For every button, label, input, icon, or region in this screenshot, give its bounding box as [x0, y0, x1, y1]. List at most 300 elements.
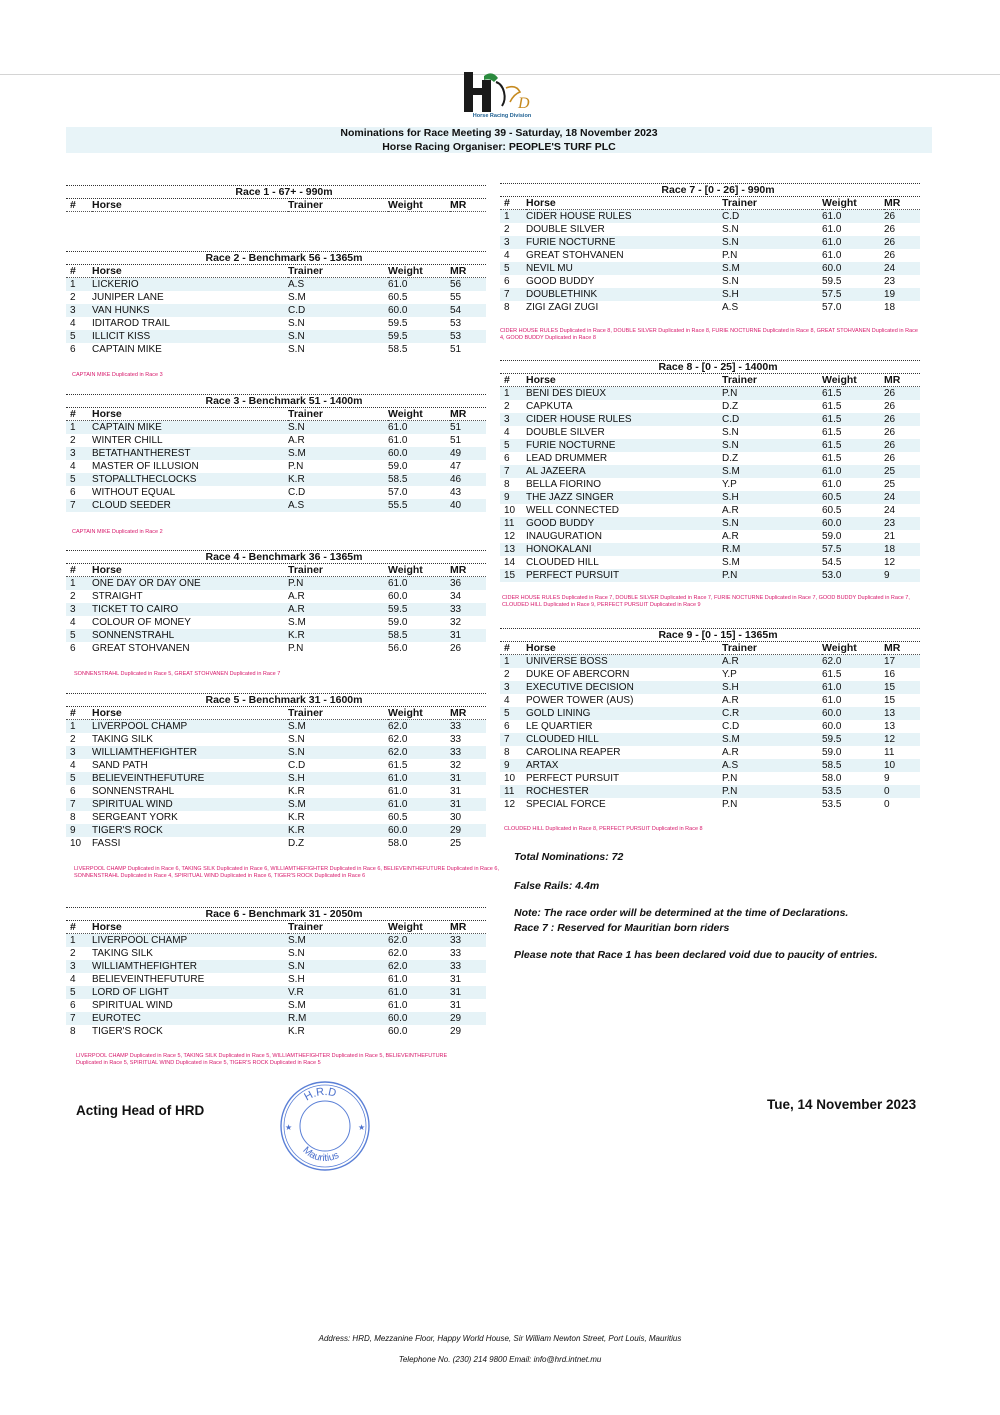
cell-trainer: S.H	[722, 491, 822, 504]
cell-mr: 33	[450, 720, 486, 734]
cell-horse: LEAD DRUMMER	[526, 453, 608, 464]
cell-trainer: S.N	[722, 276, 739, 287]
table-row	[66, 986, 486, 999]
table-row	[500, 517, 920, 530]
cell-mr: 13	[884, 721, 896, 732]
cell-num: 1	[66, 577, 92, 591]
table-row	[66, 447, 486, 460]
race-table	[66, 564, 486, 655]
race-order-note: Note: The race order will be determined at the time of Declarations.	[514, 907, 849, 919]
table-row	[500, 785, 920, 798]
cell-trainer: P.N	[722, 569, 822, 582]
table-header-row	[500, 197, 920, 210]
footer-address: Address: HRD, Mezzanine Floor, Happy World House, Sir William Newton Street, Port Louis, Mauritius	[318, 1334, 682, 1343]
cell-weight: 58.0	[822, 773, 842, 784]
cell-horse: ILLICIT KISS	[92, 330, 288, 343]
cell-weight: 61.0	[822, 479, 842, 490]
cell-horse: SAND PATH	[92, 760, 148, 771]
void-note: Please note that Race 1 has been declared void due to paucity of entries.	[514, 949, 878, 961]
cell-num: 5	[66, 986, 92, 999]
cell-mr: 25	[884, 465, 920, 478]
column-header-horse: Horse	[92, 564, 288, 577]
cell-num: 11	[500, 785, 526, 798]
cell-mr: 54	[450, 304, 486, 317]
cell-horse: NEVIL MU	[526, 262, 722, 275]
cell-num: 8	[504, 747, 510, 758]
cell-weight: 60.0	[388, 824, 450, 837]
table-row	[66, 746, 486, 759]
cell-mr: 31	[450, 986, 486, 999]
race-title-text: Race 7 - [0 - 26] - 990m	[661, 184, 775, 196]
cell-num: 4	[70, 318, 76, 329]
cell-horse: CAPTAIN MIKE	[92, 344, 162, 355]
cell-horse: HONOKALANI	[526, 543, 722, 556]
cell-mr: 36	[450, 577, 486, 591]
cell-trainer: S.M	[288, 617, 306, 628]
cell-num: 10	[504, 505, 516, 516]
cell-weight: 61.5	[822, 427, 842, 438]
cell-trainer: K.R	[288, 812, 305, 823]
table-row	[66, 291, 486, 304]
cell-trainer: S.H	[722, 681, 822, 694]
cell-weight: 61.5	[388, 760, 408, 771]
column-header-horse: Horse	[526, 642, 722, 655]
column-header-num: #	[66, 408, 92, 421]
cell-horse: TIGER'S ROCK	[92, 1026, 163, 1037]
duplicate-note: LIVERPOOL CHAMP Duplicated in Race 5, TAKING SILK Duplicated in Race 5, WILLIAMTHEFIGHTER Duplicated in Race 5, BELIEVEINTHEFUTURE Duplicated in Race 5, SPIRITUAL WIND Duplicated in Race 5, TIGER'S ROCK Duplicated in Race 5	[76, 1053, 448, 1066]
column-header-trainer: Trainer	[288, 921, 388, 934]
cell-mr: 32	[450, 617, 462, 628]
table-row	[500, 288, 920, 301]
race-block	[500, 360, 920, 582]
column-header-weight: Weight	[388, 265, 450, 278]
table-row	[66, 837, 486, 850]
cell-num: 2	[70, 591, 76, 602]
cell-num: 6	[504, 276, 510, 287]
table-row	[500, 478, 920, 491]
cell-horse: UNIVERSE BOSS	[526, 655, 722, 669]
race-title	[66, 693, 486, 707]
cell-trainer: S.N	[288, 421, 388, 435]
cell-mr: 9	[884, 569, 920, 582]
cell-num: 1	[500, 387, 526, 401]
column-header-weight: Weight	[388, 921, 450, 934]
cell-trainer: P.N	[722, 799, 738, 810]
table-row	[500, 759, 920, 772]
cell-mr: 24	[884, 262, 920, 275]
table-header-row	[66, 564, 486, 577]
column-header-num: #	[66, 564, 92, 577]
race-block	[66, 251, 486, 356]
cell-num: 4	[504, 427, 510, 438]
cell-num: 1	[500, 655, 526, 669]
cell-horse: TAKING SILK	[92, 734, 153, 745]
cell-weight: 61.0	[388, 435, 408, 446]
cell-num: 5	[500, 707, 526, 720]
cell-weight: 53.5	[822, 799, 842, 810]
cell-mr: 51	[450, 435, 462, 446]
cell-num: 7	[500, 465, 526, 478]
race-block	[66, 550, 486, 655]
race-title-text: Race 9 - [0 - 15] - 1365m	[658, 629, 778, 641]
table-row	[66, 590, 486, 603]
page-title: Nominations for Race Meeting 39 - Saturday, 18 November 2023	[340, 127, 658, 139]
cell-weight: 60.0	[388, 591, 408, 602]
cell-trainer: A.R	[722, 505, 739, 516]
cell-horse: LE QUARTIER	[526, 721, 593, 732]
column-header-horse: Horse	[92, 199, 288, 212]
table-row	[500, 504, 920, 517]
cell-weight: 59.5	[388, 330, 450, 343]
cell-horse: GOOD BUDDY	[526, 276, 595, 287]
cell-horse: VAN HUNKS	[92, 304, 288, 317]
cell-trainer: P.N	[288, 461, 304, 472]
cell-mr: 26	[884, 401, 896, 412]
table-row	[66, 720, 486, 734]
race-table	[500, 642, 920, 811]
race-block	[66, 693, 486, 850]
table-row	[500, 210, 920, 224]
cell-weight: 60.0	[822, 721, 842, 732]
cell-horse: GREAT STOHVANEN	[526, 250, 624, 261]
race-table	[500, 374, 920, 582]
cell-weight: 59.0	[822, 531, 842, 542]
cell-horse: EUROTEC	[92, 1012, 288, 1025]
cell-mr: 51	[450, 344, 462, 355]
cell-horse: SONNENSTRAHL	[92, 629, 288, 642]
cell-mr: 11	[884, 747, 895, 758]
cell-trainer: C.D	[722, 413, 822, 426]
cell-mr: 25	[884, 479, 896, 490]
cell-mr: 26	[884, 387, 920, 401]
cell-horse: CLOUD SEEDER	[92, 499, 288, 512]
cell-num: 3	[66, 447, 92, 460]
cell-mr: 43	[450, 487, 462, 498]
table-row	[500, 275, 920, 288]
cell-num: 6	[70, 344, 76, 355]
cell-mr: 26	[884, 427, 896, 438]
column-header-mr: MR	[884, 197, 920, 210]
cell-trainer: C.D	[722, 721, 740, 732]
cell-weight: 55.5	[388, 499, 450, 512]
cell-mr: 18	[884, 302, 896, 313]
table-row	[66, 434, 486, 447]
total-nominations: Total Nominations: 72	[514, 851, 624, 863]
cell-trainer: D.Z	[288, 838, 305, 849]
cell-mr: 26	[884, 236, 920, 249]
stamp-bottom-text: Mauritius	[300, 1144, 341, 1165]
table-row	[500, 720, 920, 733]
cell-horse: CLOUDED HILL	[526, 557, 599, 568]
cell-num: 4	[70, 461, 76, 472]
cell-horse: MASTER OF ILLUSION	[92, 461, 199, 472]
cell-num: 4	[504, 695, 510, 706]
cell-mr: 26	[884, 224, 896, 235]
table-row	[500, 452, 920, 465]
cell-horse: SERGEANT YORK	[92, 812, 178, 823]
cell-weight: 61.0	[822, 210, 884, 224]
table-row	[66, 486, 486, 499]
cell-horse: TAKING SILK	[92, 948, 153, 959]
cell-mr: 0	[884, 785, 920, 798]
cell-horse: LIVERPOOL CHAMP	[92, 934, 288, 948]
cell-weight: 58.5	[822, 759, 884, 772]
race-block	[66, 185, 486, 212]
cell-num: 6	[70, 786, 76, 797]
table-header-row	[66, 707, 486, 720]
cell-num: 2	[70, 948, 76, 959]
cell-horse: WINTER CHILL	[92, 435, 163, 446]
cell-weight: 56.0	[388, 643, 408, 654]
column-header-trainer: Trainer	[722, 374, 822, 387]
table-row	[500, 223, 920, 236]
cell-num: 12	[504, 799, 516, 810]
column-header-trainer: Trainer	[288, 564, 388, 577]
cell-num: 5	[500, 262, 526, 275]
cell-mr: 25	[450, 838, 462, 849]
cell-weight: 59.5	[388, 603, 450, 616]
cell-horse: TICKET TO CAIRO	[92, 603, 288, 616]
cell-mr: 26	[884, 413, 920, 426]
table-row	[500, 301, 920, 314]
cell-trainer: V.R	[288, 986, 388, 999]
cell-horse: ROCHESTER	[526, 785, 722, 798]
cell-horse: BETATHANTHEREST	[92, 447, 288, 460]
cell-mr: 31	[450, 772, 486, 785]
cell-num: 6	[70, 487, 76, 498]
cell-weight: 61.0	[822, 250, 842, 261]
cell-trainer: P.N	[722, 387, 822, 401]
cell-trainer: S.H	[288, 772, 388, 785]
stamp-top-text: H.R.D	[302, 1085, 338, 1104]
cell-num: 15	[500, 569, 526, 582]
cell-trainer: S.H	[722, 288, 822, 301]
cell-num: 2	[70, 435, 76, 446]
cell-num: 3	[500, 681, 526, 694]
column-header-weight: Weight	[388, 564, 450, 577]
cell-num: 4	[504, 250, 510, 261]
cell-trainer: S.M	[288, 447, 388, 460]
cell-weight: 61.0	[388, 786, 408, 797]
cell-num: 13	[500, 543, 526, 556]
cell-weight: 59.5	[822, 276, 842, 287]
cell-weight: 62.0	[822, 655, 884, 669]
cell-weight: 62.0	[388, 960, 450, 973]
cell-horse: DOUBLE SILVER	[526, 427, 605, 438]
column-header-horse: Horse	[92, 265, 288, 278]
star-icon: ★	[285, 1123, 293, 1132]
cell-horse: CIDER HOUSE RULES	[526, 413, 722, 426]
table-row	[500, 262, 920, 275]
duplicate-note: CAPTAIN MIKE Duplicated in Race 3	[72, 372, 163, 378]
cell-num: 7	[500, 288, 526, 301]
race-table	[66, 408, 486, 512]
cell-weight: 61.0	[822, 681, 884, 694]
cell-num: 5	[500, 439, 526, 452]
cell-weight: 58.5	[388, 473, 450, 486]
column-header-trainer: Trainer	[288, 707, 388, 720]
duplicate-note: CIDER HOUSE RULES Duplicated in Race 8, DOUBLE SILVER Duplicated in Race 8, FURIE NOCTURNE Duplicated in Race 8, GREAT STOHVANEN Duplicated in Race 4, GOOD BUDDY Duplicated in Race 8	[500, 328, 918, 341]
cell-trainer: K.R	[288, 1026, 305, 1037]
cell-trainer: S.M	[722, 733, 822, 746]
column-header-horse: Horse	[92, 921, 288, 934]
race-table	[66, 265, 486, 356]
column-header-mr: MR	[450, 921, 486, 934]
cell-horse: GOOD BUDDY	[526, 517, 722, 530]
table-row	[66, 330, 486, 343]
cell-mr: 15	[884, 681, 920, 694]
cell-mr: 19	[884, 288, 920, 301]
cell-mr: 33	[450, 960, 486, 973]
table-row	[500, 236, 920, 249]
race-title	[500, 360, 920, 374]
cell-mr: 32	[450, 760, 462, 771]
table-header-row	[500, 642, 920, 655]
cell-horse: WITHOUT EQUAL	[92, 487, 176, 498]
cell-horse: CAPKUTA	[526, 401, 573, 412]
cell-trainer: P.N	[722, 785, 822, 798]
cell-mr: 46	[450, 473, 486, 486]
cell-mr: 26	[450, 643, 462, 654]
footer-contact: Telephone No. (230) 214 9800 Email: info@hrd.intnet.mu	[398, 1355, 602, 1364]
cell-trainer: C.R	[722, 707, 822, 720]
table-header-row	[66, 921, 486, 934]
table-row	[66, 317, 486, 330]
cell-num: 5	[66, 629, 92, 642]
race-title	[66, 394, 486, 408]
cell-weight: 61.0	[388, 577, 450, 591]
cell-mr: 31	[450, 786, 462, 797]
cell-trainer: S.N	[288, 330, 388, 343]
cell-weight: 62.0	[388, 734, 408, 745]
table-row	[66, 934, 486, 948]
cell-num: 1	[66, 720, 92, 734]
column-header-num: #	[500, 197, 526, 210]
table-row	[66, 759, 486, 772]
table-row	[500, 426, 920, 439]
cell-weight: 60.0	[388, 304, 450, 317]
cell-trainer: A.R	[288, 603, 388, 616]
cell-weight: 59.0	[388, 461, 408, 472]
cell-num: 3	[66, 746, 92, 759]
table-row	[66, 798, 486, 811]
cell-num: 3	[500, 413, 526, 426]
cell-horse: BELIEVEINTHEFUTURE	[92, 772, 288, 785]
duplicate-note: CAPTAIN MIKE Duplicated in Race 2	[72, 529, 163, 535]
cell-horse: ZIGI ZAGI ZUGI	[526, 302, 599, 313]
race-title-text: Race 4 - Benchmark 36 - 1365m	[205, 551, 363, 563]
cell-horse: SPECIAL FORCE	[526, 799, 606, 810]
cell-trainer: A.R	[722, 695, 739, 706]
cell-trainer: A.R	[288, 591, 305, 602]
race7-note: Race 7 : Reserved for Mauritian born riders	[514, 922, 730, 934]
cell-mr: 15	[884, 695, 896, 706]
cell-num: 11	[500, 517, 526, 530]
cell-weight: 62.0	[388, 948, 408, 959]
cell-mr: 31	[450, 629, 486, 642]
cell-trainer: K.R	[288, 824, 388, 837]
cell-num: 4	[70, 617, 76, 628]
cell-horse: INAUGURATION	[526, 531, 602, 542]
column-header-weight: Weight	[822, 642, 884, 655]
cell-trainer: A.S	[722, 302, 739, 313]
cell-trainer: A.R	[722, 747, 739, 758]
column-header-mr: MR	[450, 265, 486, 278]
cell-horse: PERFECT PURSUIT	[526, 773, 620, 784]
race-title	[66, 185, 486, 199]
table-row	[500, 655, 920, 669]
table-row	[66, 811, 486, 824]
cell-horse: DOUBLE SILVER	[526, 224, 605, 235]
cell-mr: 33	[450, 934, 486, 948]
cell-weight: 60.0	[822, 262, 884, 275]
column-header-weight: Weight	[388, 199, 450, 212]
cell-mr: 33	[450, 734, 462, 745]
cell-mr: 31	[450, 798, 486, 811]
cell-num: 12	[504, 531, 516, 542]
race-title	[66, 907, 486, 921]
race-block	[66, 907, 486, 1038]
logo-caption: Horse Racing Division	[472, 113, 532, 119]
false-rails: False Rails: 4.4m	[514, 880, 600, 892]
cell-num: 2	[504, 401, 510, 412]
cell-weight: 61.5	[822, 413, 884, 426]
cell-weight: 61.0	[388, 974, 408, 985]
cell-horse: BENI DES DIEUX	[526, 387, 722, 401]
cell-mr: 16	[884, 669, 896, 680]
cell-trainer: A.S	[288, 278, 388, 292]
cell-weight: 60.0	[388, 447, 450, 460]
column-header-mr: MR	[884, 642, 920, 655]
duplicate-note: CIDER HOUSE RULES Duplicated in Race 7, DOUBLE SILVER Duplicated in Race 7, FURIE NOCTURNE Duplicated in Race 7, GOOD BUDDY Duplicated in Race 7, CLOUDED HILL Duplicated in Race 9, PERFECT PURSUIT Duplicated in Race 9	[502, 595, 910, 608]
cell-num: 5	[66, 473, 92, 486]
cell-mr: 55	[450, 292, 462, 303]
cell-num: 3	[500, 236, 526, 249]
table-row	[66, 960, 486, 973]
cell-num: 9	[500, 491, 526, 504]
cell-num: 6	[504, 453, 510, 464]
column-header-num: #	[66, 265, 92, 278]
cell-trainer: S.N	[722, 439, 822, 452]
cell-weight: 59.5	[822, 733, 884, 746]
cell-num: 7	[66, 1012, 92, 1025]
cell-num: 1	[500, 210, 526, 224]
star-icon: ★	[358, 1123, 366, 1132]
cell-weight: 60.5	[822, 491, 884, 504]
column-header-trainer: Trainer	[722, 197, 822, 210]
cell-mr: 13	[884, 707, 920, 720]
table-header-row	[66, 199, 486, 212]
cell-num: 3	[66, 603, 92, 616]
cell-mr: 18	[884, 543, 920, 556]
duplicate-note: LIVERPOOL CHAMP Duplicated in Race 6, TAKING SILK Duplicated in Race 6, WILLIAMTHEFIGHTER Duplicated in Race 6, BELIEVEINTHEFUTURE Duplicated in Race 6, SONNENSTRAHL Duplicated in Race 4, SPIRITUAL WIND Duplicated in Race 6, TIGER'S ROCK Duplicated in Race 6	[74, 866, 499, 879]
cell-num: 6	[70, 643, 76, 654]
cell-weight: 61.0	[388, 1000, 408, 1011]
column-header-weight: Weight	[388, 707, 450, 720]
cell-mr: 21	[884, 531, 896, 542]
cell-num: 9	[66, 824, 92, 837]
table-row	[66, 642, 486, 655]
cell-weight: 60.0	[388, 1026, 408, 1037]
cell-mr: 53	[450, 330, 486, 343]
table-row	[66, 973, 486, 986]
table-row	[500, 746, 920, 759]
cell-num: 1	[66, 278, 92, 292]
cell-num: 7	[500, 733, 526, 746]
cell-horse: SONNENSTRAHL	[92, 786, 175, 797]
table-row	[500, 249, 920, 262]
race-title	[500, 628, 920, 642]
